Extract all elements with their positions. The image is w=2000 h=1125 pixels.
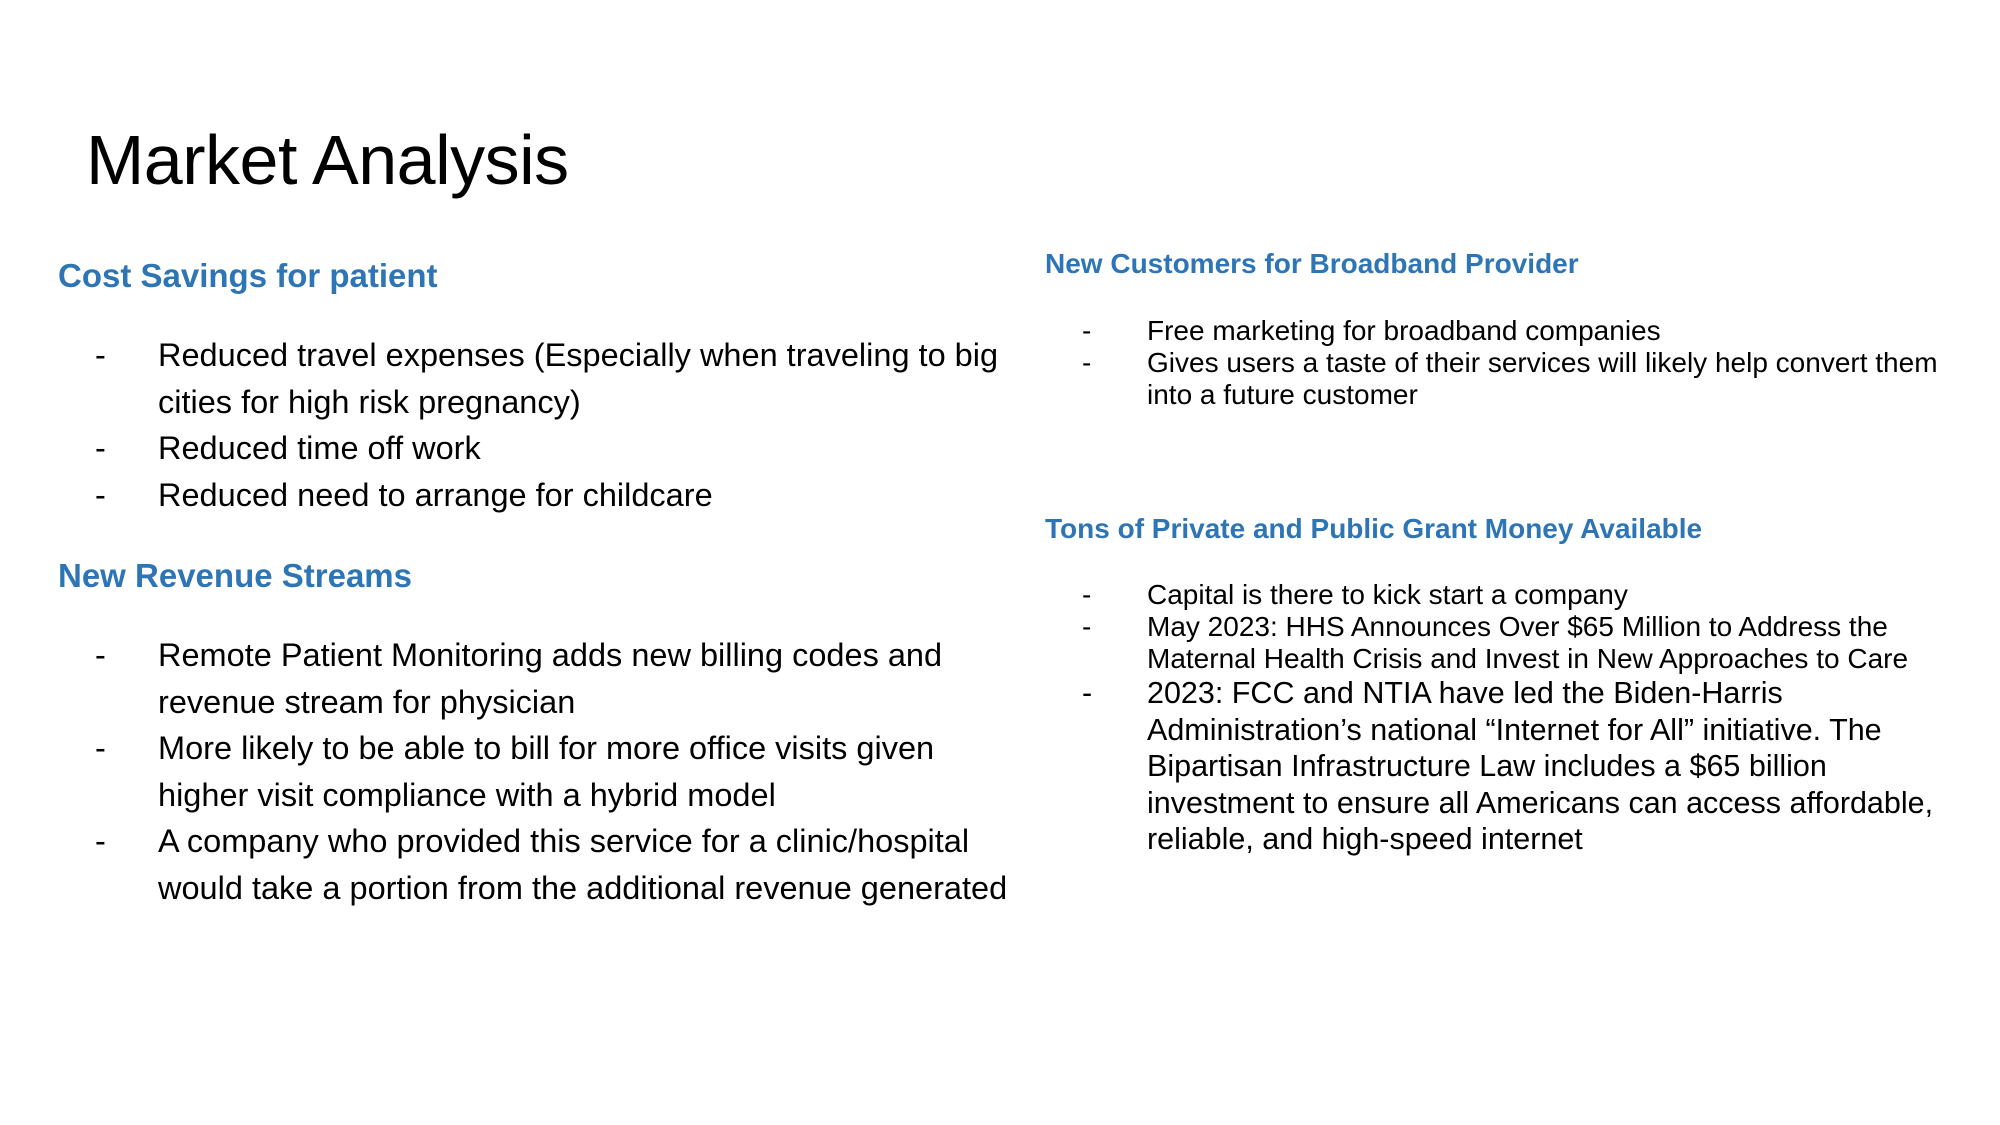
cost-savings-list xyxy=(95,332,1015,518)
slide-title: Market Analysis xyxy=(86,121,569,199)
bullet-dash: - xyxy=(95,476,106,513)
bullet-text: Remote Patient Monitoring adds new billing codes and revenue stream for physician xyxy=(158,637,943,720)
list-item xyxy=(95,725,1015,818)
bullet-dash: - xyxy=(95,730,106,766)
bullet-text: Reduced travel expenses (Especially when traveling to big cities for high risk pregnancy) xyxy=(158,337,999,420)
bullet-text: Gives users a taste of their services will likely help convert them into a future customer xyxy=(1147,347,1938,410)
section-heading-grant-money: Tons of Private and Public Grant Money Available xyxy=(1045,513,1703,544)
bullet-text: A company who provided this service for a clinic/hospital would take a portion from the additional revenue generated xyxy=(158,823,1008,906)
bullet-text: Free marketing for broadband companies xyxy=(1147,315,1661,346)
list-item xyxy=(1082,675,1962,858)
bullet-dash: - xyxy=(1082,676,1093,710)
list-item xyxy=(95,818,1015,911)
bullet-dash: - xyxy=(95,337,106,373)
section-heading-revenue-streams: New Revenue Streams xyxy=(58,557,412,594)
list-item xyxy=(95,425,1015,472)
list-item xyxy=(1082,315,1962,347)
list-item xyxy=(95,332,1015,425)
bullet-dash: - xyxy=(95,823,106,859)
bullet-dash: - xyxy=(1082,611,1092,642)
revenue-streams-list xyxy=(95,632,1015,911)
bullet-dash: - xyxy=(95,637,106,673)
list-item xyxy=(1082,611,1962,675)
bullet-text: More likely to be able to bill for more office visits given higher visit compliance with a hybrid model xyxy=(158,730,935,813)
list-item xyxy=(1082,347,1962,411)
bullet-text: Reduced need to arrange for childcare xyxy=(158,476,713,513)
bullet-text: Capital is there to kick start a company xyxy=(1147,579,1628,610)
section-heading-broadband-customers: New Customers for Broadband Provider xyxy=(1045,248,1579,279)
section-heading-cost-savings: Cost Savings for patient xyxy=(58,257,438,294)
bullet-text: Reduced time off work xyxy=(158,430,481,466)
grant-money-list xyxy=(1082,579,1962,858)
bullet-dash: - xyxy=(1082,315,1092,346)
bullet-dash: - xyxy=(1082,347,1092,378)
broadband-customers-list xyxy=(1082,315,1962,411)
list-item xyxy=(95,472,1015,519)
bullet-dash: - xyxy=(1082,579,1092,610)
bullet-text: May 2023: HHS Announces Over $65 Million to Address the Maternal Health Crisis and Invest in New Approaches to Care xyxy=(1147,611,1909,674)
bullet-text: 2023: FCC and NTIA have led the Biden-Harris Administration’s national “Internet for All” initiative. The Bipartisan Infrastructure Law includes a $65 billion investment to ensure all Americans can access affordable, reliable, and high-speed internet xyxy=(1147,676,1934,856)
list-item xyxy=(95,632,1015,725)
bullet-dash: - xyxy=(95,430,106,466)
list-item xyxy=(1082,579,1962,611)
